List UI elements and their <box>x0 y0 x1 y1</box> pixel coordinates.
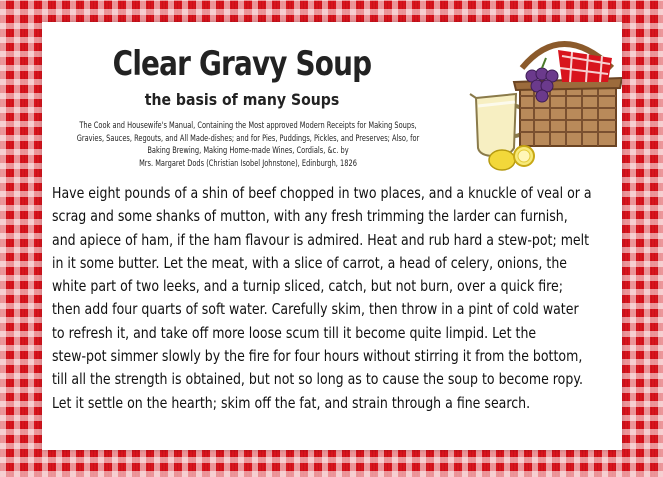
body-line: Have eight pounds of a shin of beef chopped in two places, and a knuckle of veal or a <box>52 184 592 202</box>
body-line: stew-pot simmer slowly by the fire for four hours without stirring it from the bottom, <box>52 347 583 366</box>
picnic-basket-icon <box>514 44 622 146</box>
source-line: Gravies, Sauces, Regouts, and All Made-dishes; and for Pies, Puddings, Pickles, and Preserves; Also, for <box>76 133 420 144</box>
recipe-card <box>42 22 622 450</box>
recipe-title: Clear Gravy Soup <box>112 44 372 84</box>
body-line: in it some butter. Let the meat, with a slice of carrot, a head of celery, onions, the <box>52 253 568 272</box>
source-citation <box>76 120 420 170</box>
source-line: Baking Brewing, Making Home-made Wines, Cordials, &c. by <box>147 146 349 156</box>
body-line: and apiece of ham, if the ham flavour is admired. Heat and rub hard a stew-pot; melt <box>52 230 590 249</box>
body-line: till all the strength is obtained, but not so long as to cause the soup to become ropy. <box>52 370 583 389</box>
body-line: to refresh it, and take off more loose scum till it become quite limpid. Let the <box>52 323 537 342</box>
body-line: then add four quarts of soft water. Carefully skim, then throw in a pint of cold water <box>52 300 579 319</box>
source-line: Mrs. Margaret Dods (Christian Isobel Johnstone), Edinburgh, 1826 <box>139 158 357 169</box>
recipe-body <box>52 182 622 415</box>
picnic-illustration <box>462 28 622 173</box>
recipe-subtitle: the basis of many Soups <box>144 90 340 109</box>
body-line: scrag and some shanks of mutton, with any fresh trimming the larder can furnish, <box>52 207 568 226</box>
body-line: Let it settle on the hearth; skim off the fat, and strain through a fine search. <box>52 393 531 412</box>
body-line: white part of two leeks, and a turnip sliced, catch, but not burn, over a quick fire; <box>52 277 563 296</box>
source-line: The Cook and Housewife's Manual, Containing the Most approved Modern Receipts for Making Soups, <box>79 121 417 131</box>
